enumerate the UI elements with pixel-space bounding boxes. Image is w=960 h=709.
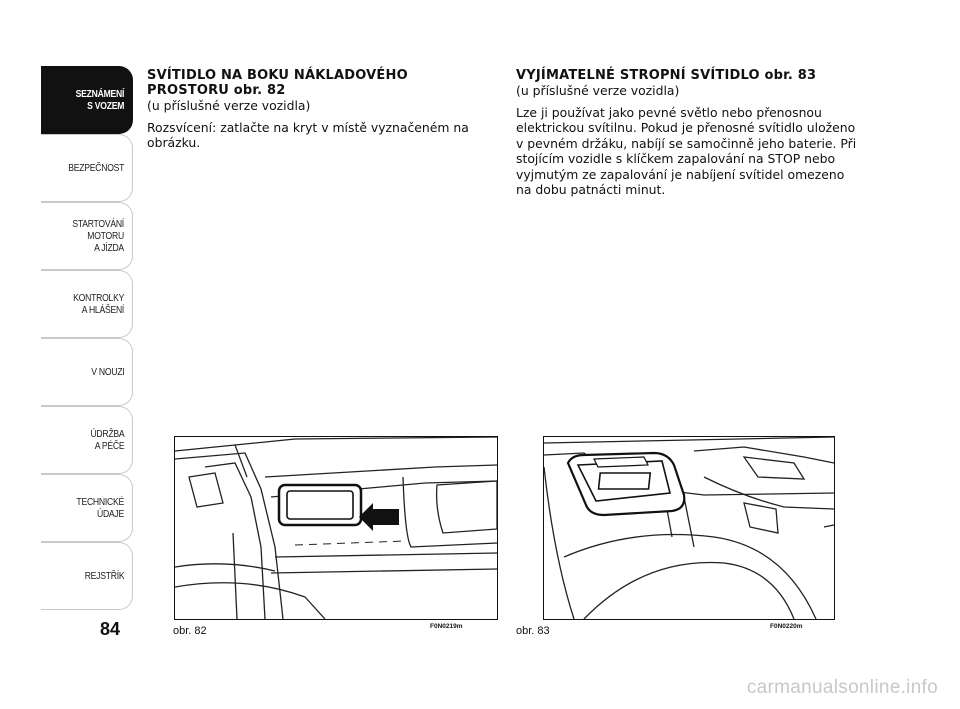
watermark: carmanualsonline.info: [746, 677, 938, 698]
right-title: VYJÍMATELNÉ STROPNÍ SVÍTIDLO obr. 83: [516, 68, 817, 83]
lamp-lens: [599, 473, 651, 489]
left-figure-ref: obr. 82: [233, 83, 286, 98]
push-arrow-icon: [359, 503, 399, 531]
figure-83-caption: obr. 83: [516, 625, 550, 637]
ceiling-lamp-illustration: [544, 437, 834, 619]
chapter-tabs: [41, 66, 133, 610]
tab-seznameni[interactable]: SEZNÁMENÍ S VOZEM: [41, 66, 133, 134]
tab-technicke[interactable]: TECHNICKÉ ÚDAJE: [41, 474, 133, 542]
figure-83-image: [543, 436, 835, 620]
tab-v-nouzi[interactable]: V NOUZI: [41, 338, 133, 406]
tab-kontrolky[interactable]: KONTROLKY A HLÁŠENÍ: [41, 270, 133, 338]
left-title: SVÍTIDLO NA BOKU NÁKLADOVÉHO PROSTORU obr. 82: [147, 68, 408, 98]
left-body: Rozsvícení: zatlačte na kryt v místě vyznačeném na obrázku.: [147, 119, 469, 150]
figure-82-caption: obr. 82: [173, 625, 207, 637]
lamp-cover-inner: [287, 491, 353, 519]
left-subtitle: (u příslušné verze vozidla): [147, 98, 311, 113]
figure-83-code: F0N0220m: [770, 623, 803, 630]
side-lamp-illustration: [175, 437, 497, 619]
tab-startovani[interactable]: STARTOVÁNÍ MOTORU A JÍZDA: [41, 202, 133, 270]
right-body: Lze ji používat jako pevné světlo nebo přenosnou elektrickou svítilnu. Pokud je přenosné svítidlo uloženo v pevném držáku, nabíjí se samočinně jeho baterie. Při stojícím vozidle s klíčkem zapalování na STOP nebo vyjmutým ze zapalování je nabíjení svítidel omezeno na dobu patnácti minut.: [516, 104, 857, 197]
figure-82-image: [174, 436, 498, 620]
tab-udrzba[interactable]: ÚDRŽBA A PÉČE: [41, 406, 133, 474]
page-number: 84: [100, 619, 121, 639]
tab-bezpecnost[interactable]: BEZPEČNOST: [41, 134, 133, 202]
figure-82-code: F0N0219m: [430, 623, 463, 630]
right-figure-ref: obr. 83: [764, 68, 817, 83]
tab-rejstrik[interactable]: REJSTŘÍK: [41, 542, 133, 610]
right-subtitle: (u příslušné verze vozidla): [516, 83, 680, 98]
left-section: [147, 68, 477, 157]
right-section: [516, 68, 861, 204]
